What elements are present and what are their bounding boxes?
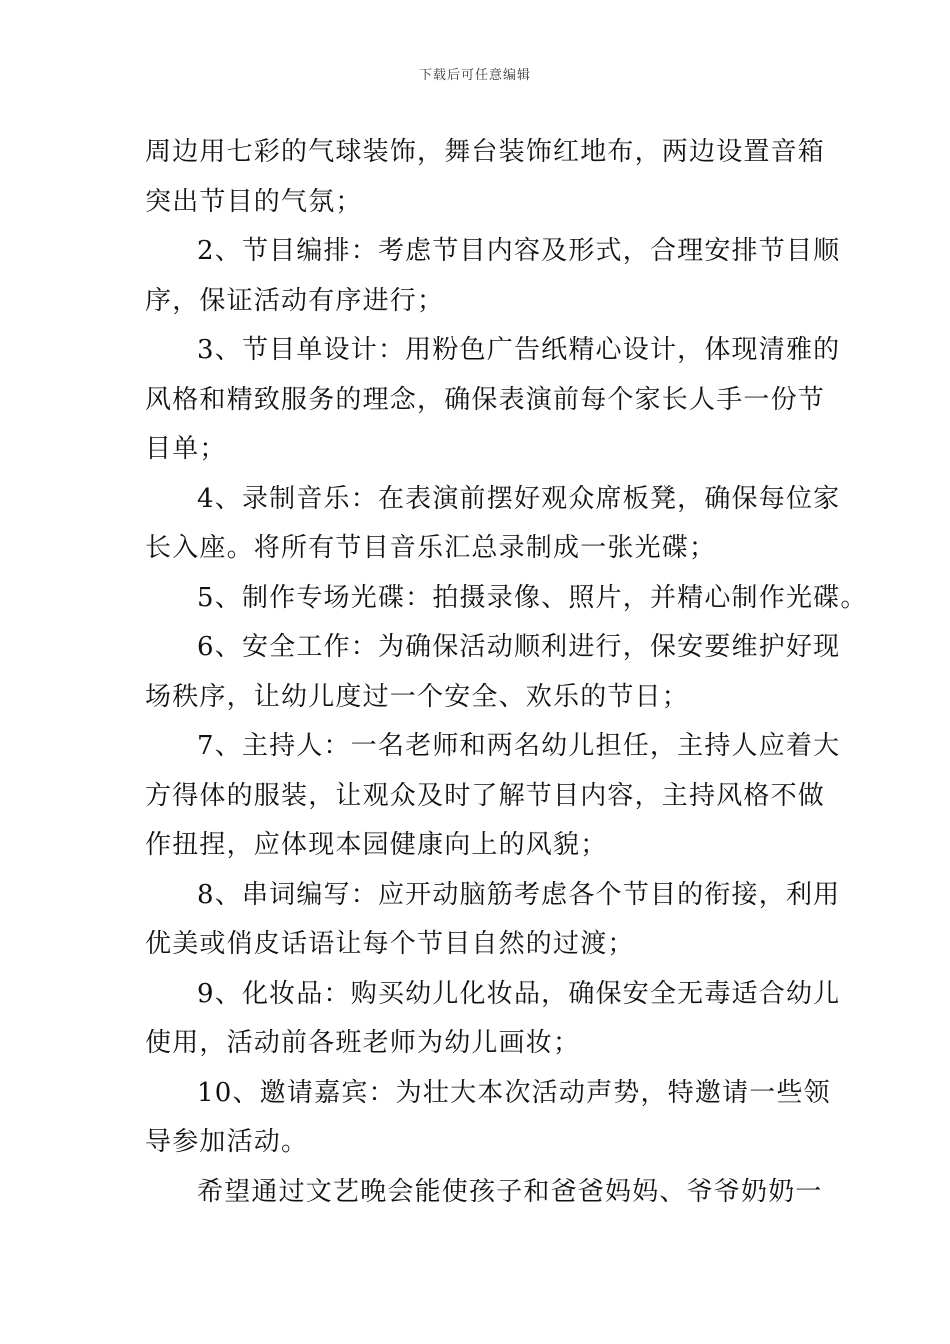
text-line: 使用，活动前各班老师为幼儿画妆；: [145, 1028, 581, 1058]
text-line: 场秩序，让幼儿度过一个安全、欢乐的节日；: [145, 681, 690, 712]
text-line: 3、节目单设计：用粉色广告纸精心设计，体现清雅的: [197, 335, 841, 365]
text-line: 方得体的服装，让观众及时了解节目内容，主持风格不做: [145, 780, 826, 811]
text-line: 周边用七彩的气球装饰，舞台装饰红地布，两边设置音箱: [145, 137, 826, 167]
text-line: 8、串词编写：应开动脑筋考虑各个节目的衔接，利用: [197, 879, 841, 910]
text-line: 突出节目的气氛；: [145, 186, 363, 217]
text-line: 序，保证活动有序进行；: [145, 285, 445, 316]
text-line: 4、录制音乐：在表演前摆好观众席板凳，确保每位家: [197, 483, 841, 514]
text-line: 希望通过文艺晚会能使孩子和爸爸妈妈、爷爷奶奶一: [197, 1176, 823, 1207]
text-line: 导参加活动。: [145, 1127, 309, 1157]
text-line: 6、安全工作：为确保活动顺利进行，保安要维护好现: [197, 632, 841, 662]
text-line: 2、节目编排：考虑节目内容及形式，合理安排节目顺: [197, 236, 841, 266]
text-line: 10、邀请嘉宾：为壮大本次活动声势，特邀请一些领: [197, 1077, 831, 1108]
text-line: 7、主持人：一名老师和两名幼儿担任，主持人应着大: [197, 731, 841, 761]
text-line: 优美或俏皮话语让每个节目自然的过渡；: [145, 929, 635, 959]
text-line: 5、制作专场光碟：拍摄录像、照片，并精心制作光碟。: [197, 582, 868, 613]
header-note: 下载后可任意编辑: [418, 68, 531, 83]
text-line: 风格和精致服务的理念，确保表演前每个家长人手一份节: [145, 384, 826, 415]
text-line: 长入座。将所有节目音乐汇总录制成一张光碟；: [145, 533, 717, 563]
text-line: 9、化妆品：购买幼儿化妆品，确保安全无毒适合幼儿: [197, 978, 841, 1009]
text-line: 目单；: [145, 434, 227, 464]
text-line: 作扭捏，应体现本园健康向上的风貌；: [145, 830, 608, 860]
document-body: [145, 128, 868, 1217]
